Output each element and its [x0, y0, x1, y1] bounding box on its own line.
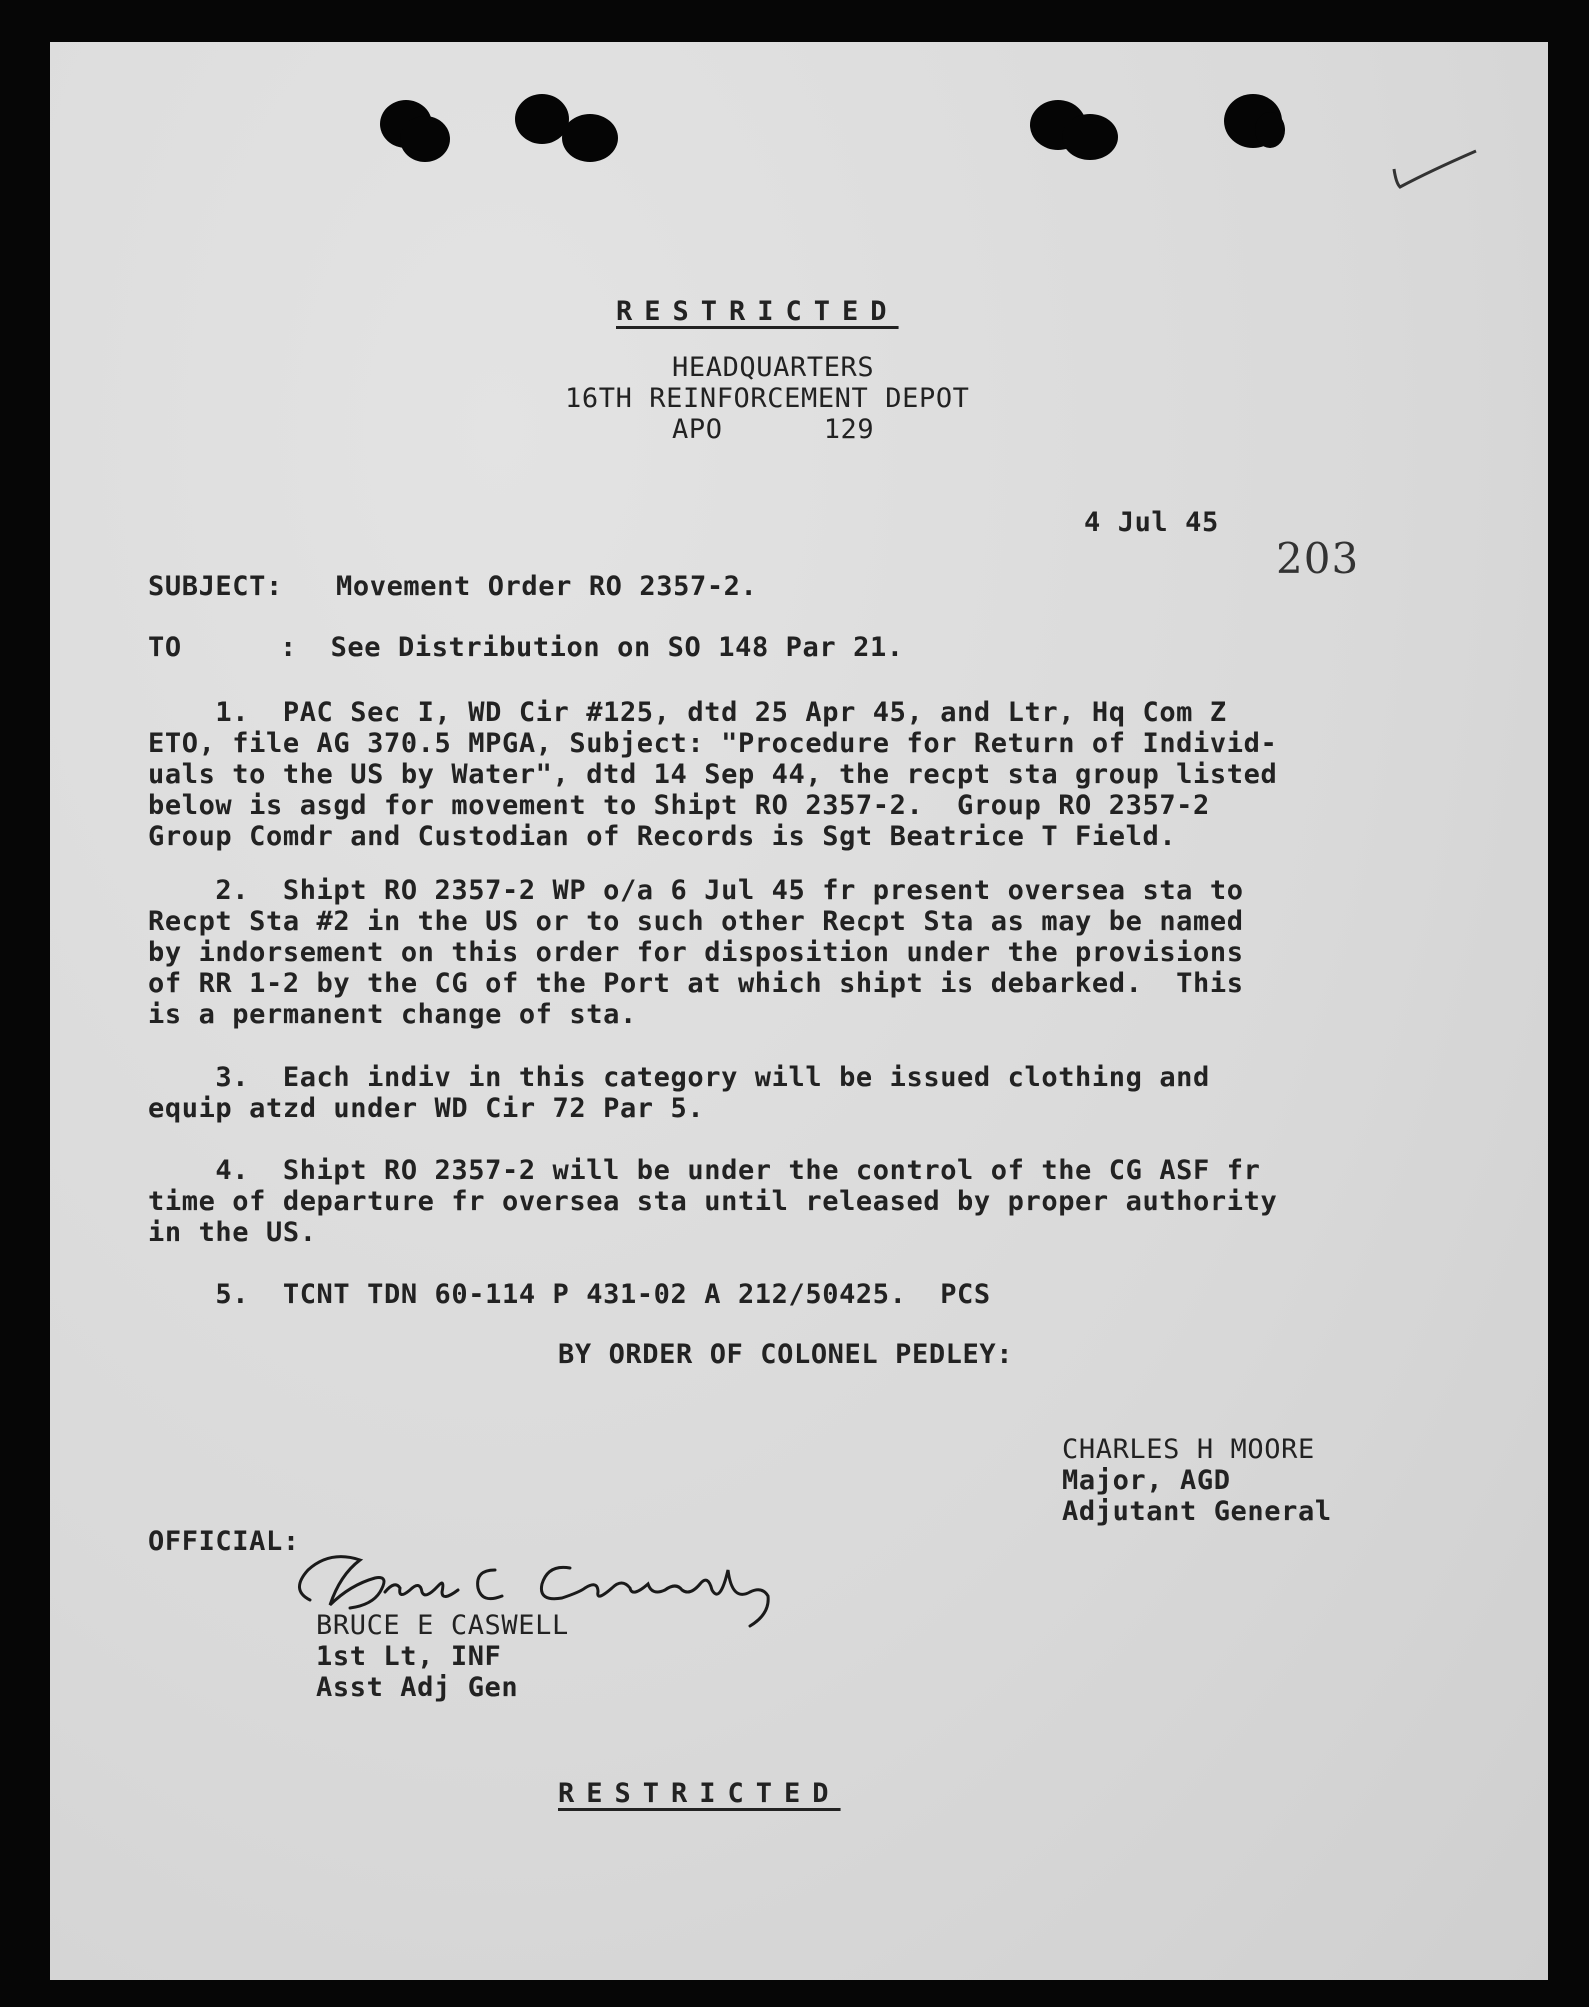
punch-hole [400, 116, 450, 162]
official-label: OFFICIAL: [148, 1526, 300, 1557]
punch-hole [515, 94, 569, 144]
paragraph-2: 2. Shipt RO 2357-2 WP o/a 6 Jul 45 fr present oversea sta to Recpt Sta #2 in the US or to such other Recpt Sta as may be named by indorsement on this order for disposition under the provisions of RR 1-2 by the CG of the Port at which shipt is debarked. This is a permanent change of sta. [148, 875, 1244, 1030]
punch-hole [562, 114, 618, 162]
document-date: 4 Jul 45 [1084, 507, 1219, 538]
official-title: Asst Adj Gen [316, 1672, 519, 1703]
by-order-line: BY ORDER OF COLONEL PEDLEY: [558, 1339, 1014, 1370]
punch-hole [1062, 114, 1118, 160]
paragraph-4: 4. Shipt RO 2357-2 will be under the control of the CG ASF fr time of departure fr oversea sta until released by proper authority in the US. [148, 1155, 1278, 1248]
document-page [50, 42, 1548, 1980]
classification-bottom: RESTRICTED [558, 1778, 841, 1809]
paragraph-1: 1. PAC Sec I, WD Cir #125, dtd 25 Apr 45, and Ltr, Hq Com Z ETO, file AG 370.5 MPGA, Subject: "Procedure for Return of Individ- uals to the US by Water", dtd 14 Sep 44, the recpt sta group listed below is asgd for movement to Shipt RO 2357-2. Group RO 2357-2 Group Comdr and Custodian of Records is Sgt Beatrice T Field. [148, 697, 1278, 852]
page-number-stamp: 203 [1276, 534, 1360, 583]
punch-hole [1255, 112, 1285, 148]
signatory-name: CHARLES H MOORE [1062, 1434, 1315, 1465]
check-mark-icon [1390, 147, 1480, 197]
subject-text: Movement Order RO 2357-2. [336, 571, 758, 602]
classification-top: RESTRICTED [616, 296, 899, 327]
subject-label: SUBJECT: [148, 571, 283, 602]
header-line-3: APO 129 [672, 414, 875, 445]
header-line-2: 16TH REINFORCEMENT DEPOT [565, 383, 970, 414]
to-label: TO [148, 632, 182, 663]
official-name: BRUCE E CASWELL [316, 1610, 569, 1641]
paragraph-3: 3. Each indiv in this category will be issued clothing and equip atzd under WD Cir 72 Par 5. [148, 1062, 1210, 1124]
to-text: : See Distribution on SO 148 Par 21. [280, 632, 904, 663]
signatory-rank: Major, AGD [1062, 1465, 1231, 1496]
paragraph-5: 5. TCNT TDN 60-114 P 431-02 A 212/50425. PCS [148, 1279, 991, 1310]
official-rank: 1st Lt, INF [316, 1641, 502, 1672]
signatory-title: Adjutant General [1062, 1496, 1332, 1527]
header-line-1: HEADQUARTERS [672, 352, 875, 383]
